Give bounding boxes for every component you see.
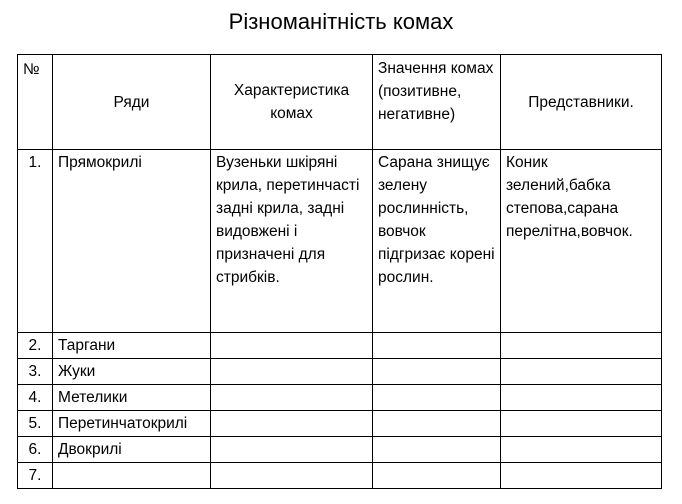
row-characteristics: Вузеньки шкіряні крила, перетинчасті задні крила, задні видовжені і призначені для стрибків. [211, 150, 373, 333]
table-row [18, 333, 662, 359]
table-header-row [18, 55, 662, 150]
header-value: Значення комах (позитивне, негативне) [373, 55, 501, 150]
row-representatives [501, 333, 662, 359]
row-value [373, 359, 501, 385]
table-row [18, 359, 662, 385]
row-representatives [501, 437, 662, 463]
table-row [18, 385, 662, 411]
row-number: 7. [18, 463, 53, 489]
table-row [18, 437, 662, 463]
row-value: Сарана знищує зелену рослинність, вовчок підгризає корені рослин. [373, 150, 501, 333]
row-order: Жуки [53, 359, 211, 385]
row-value [373, 385, 501, 411]
row-characteristics [211, 463, 373, 489]
row-characteristics [211, 437, 373, 463]
document-title: Різноманітність комах [228, 9, 454, 34]
row-order [53, 463, 211, 489]
row-representatives [501, 463, 662, 489]
table-row [18, 411, 662, 437]
row-characteristics [211, 385, 373, 411]
row-characteristics [211, 359, 373, 385]
row-representatives [501, 385, 662, 411]
row-number: 5. [18, 411, 53, 437]
row-number: 1. [18, 150, 53, 333]
insect-diversity-table [17, 54, 662, 489]
header-number: № [18, 55, 53, 150]
row-characteristics [211, 333, 373, 359]
row-number: 6. [18, 437, 53, 463]
row-value [373, 437, 501, 463]
row-order: Таргани [53, 333, 211, 359]
row-number: 4. [18, 385, 53, 411]
row-order: Прямокрилі [53, 150, 211, 333]
row-value [373, 333, 501, 359]
row-order: Двокрилі [53, 437, 211, 463]
header-characteristics: Характеристика комах [211, 55, 373, 150]
row-characteristics [211, 411, 373, 437]
row-representatives [501, 411, 662, 437]
row-number: 3. [18, 359, 53, 385]
table-row [18, 150, 662, 333]
row-value [373, 463, 501, 489]
row-value [373, 411, 501, 437]
row-order: Перетинчатокрилі [53, 411, 211, 437]
row-representatives: Коник зелений,бабка степова,сарана перелітна,вовчок. [501, 150, 662, 333]
header-representatives: Представники. [501, 55, 662, 150]
header-order: Ряди [53, 55, 211, 150]
table-row [18, 463, 662, 489]
row-order: Метелики [53, 385, 211, 411]
row-number: 2. [18, 333, 53, 359]
row-representatives [501, 359, 662, 385]
